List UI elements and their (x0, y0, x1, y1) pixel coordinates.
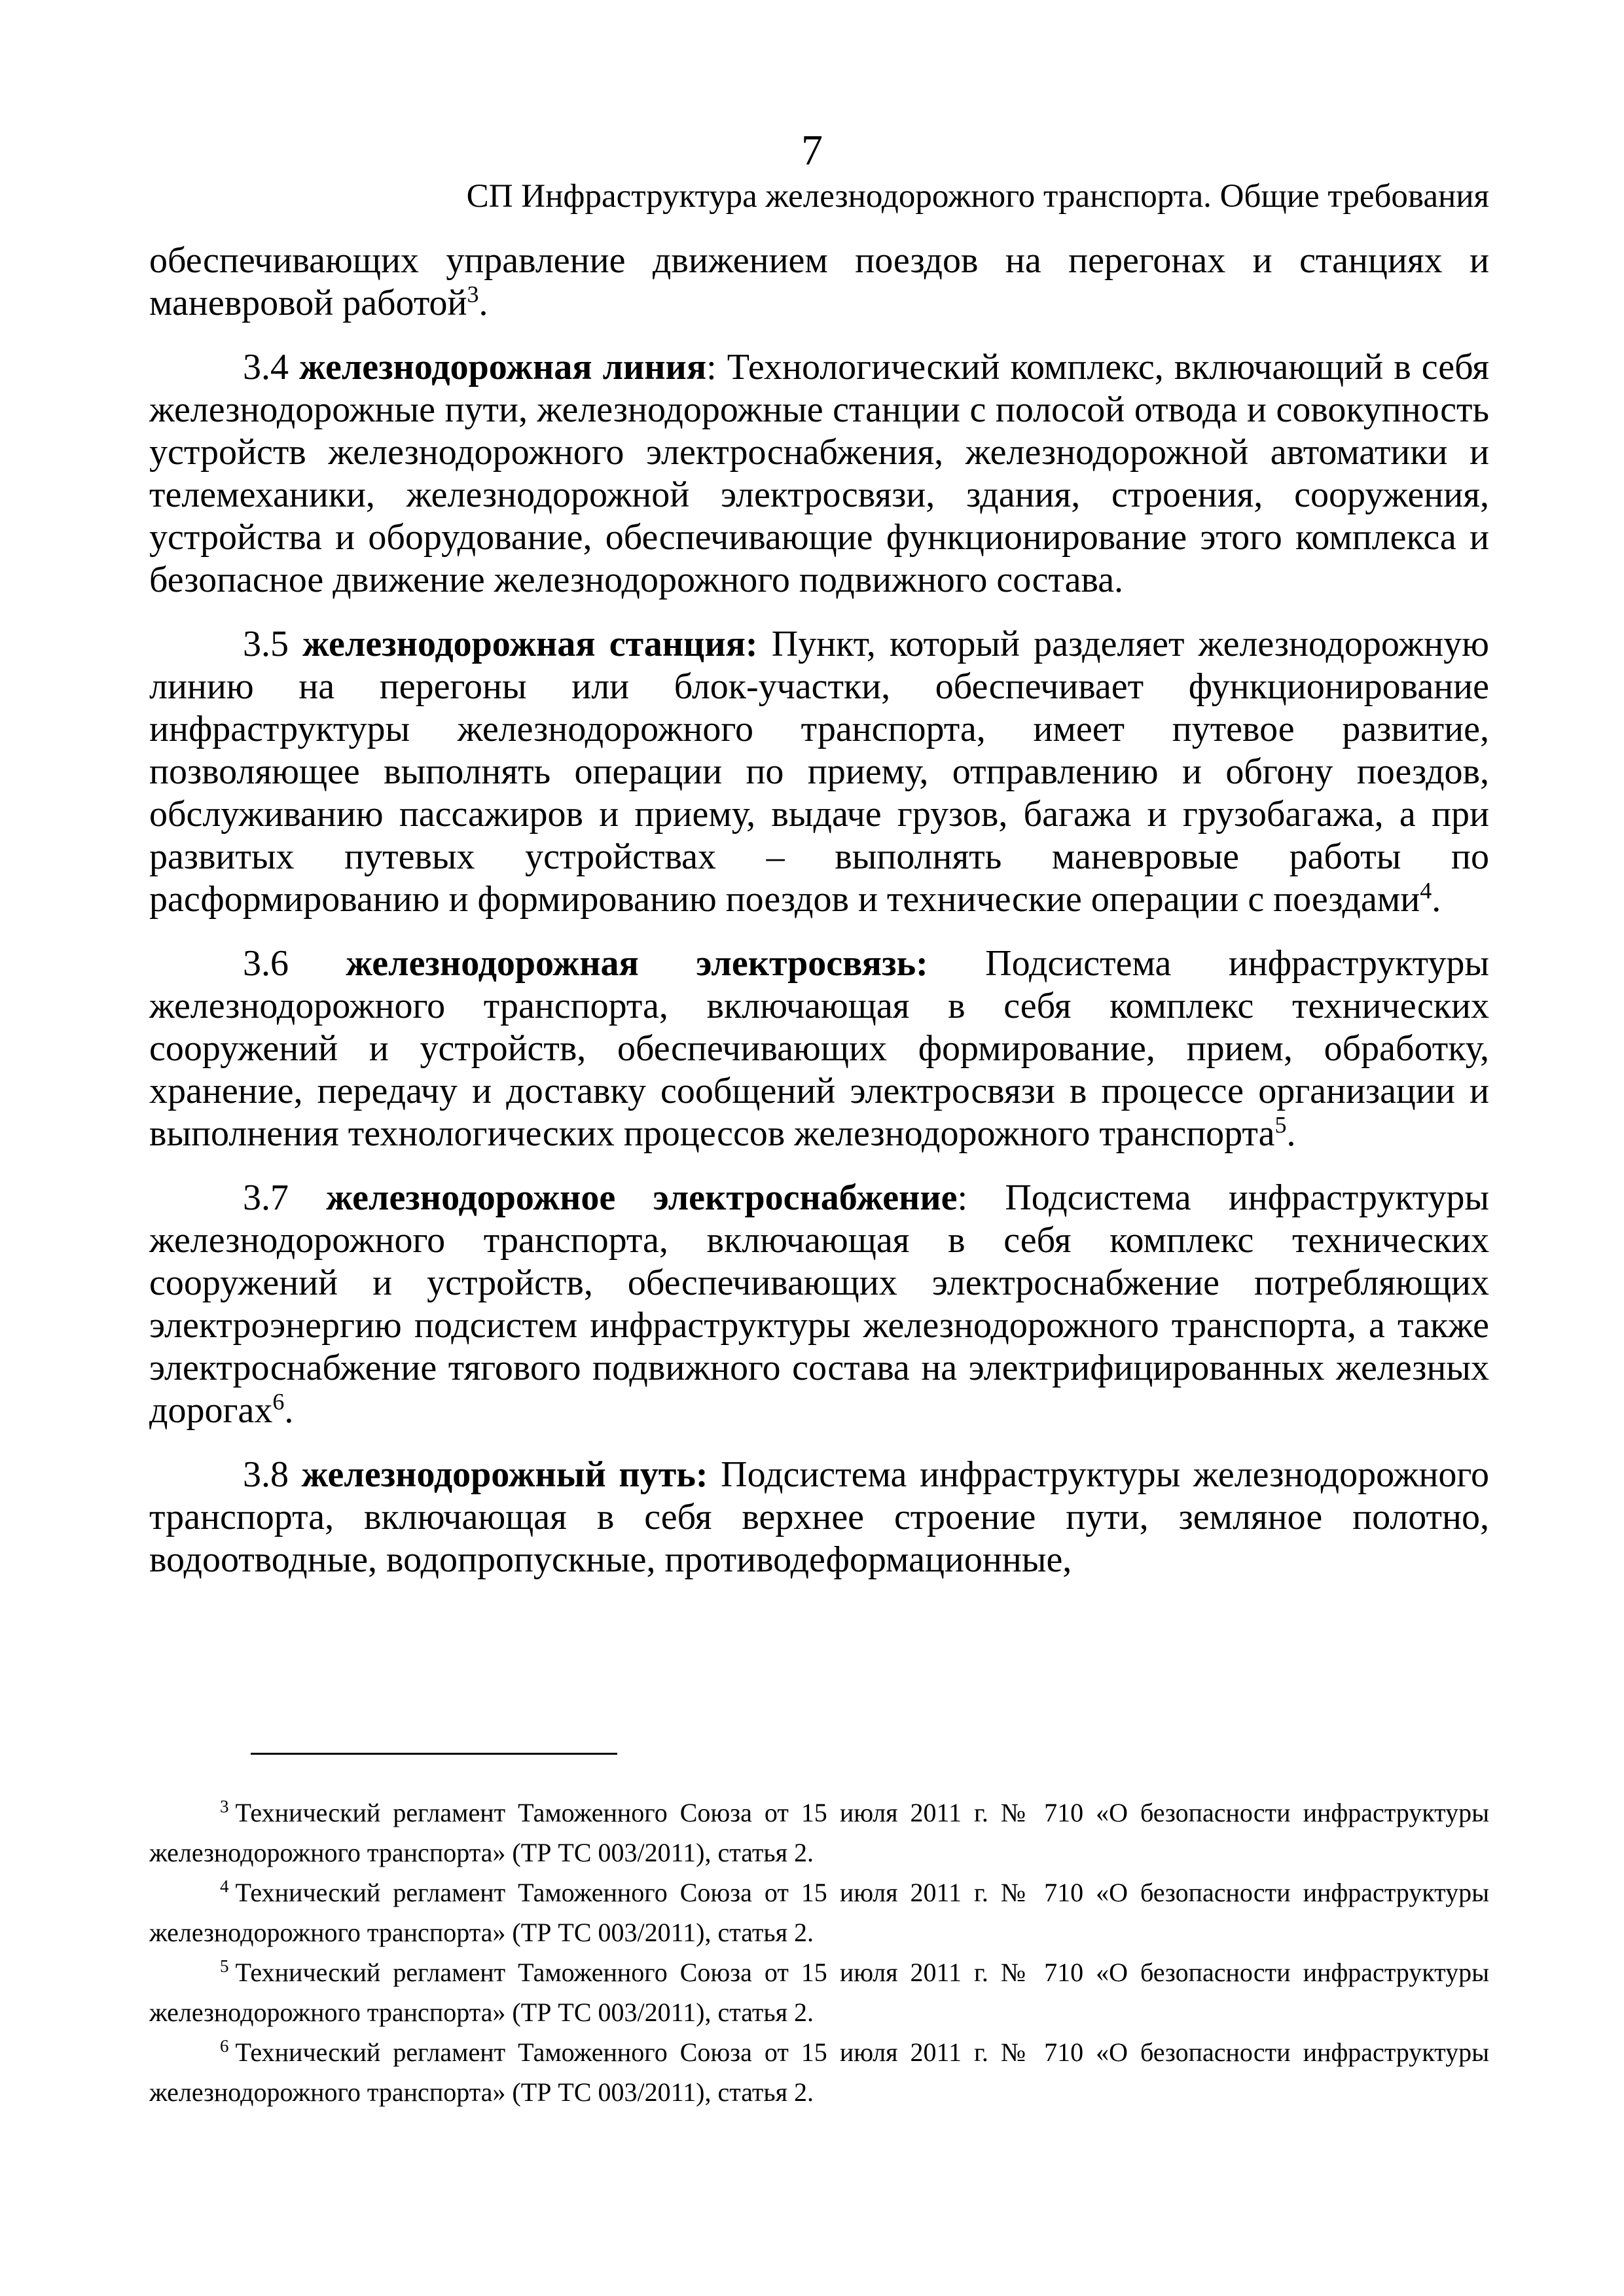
entry-term: железнодорожный путь: (301, 1454, 708, 1495)
footnote-ref: 6 (272, 1388, 285, 1415)
page-number: 7 (801, 126, 823, 174)
footnote-text: Технический регламент Таможенного Союза от 15 июля 2011 г. № 710 «О безопасности инфраструктуры железнодорожного транспорта» (ТР ТС 003/2011), статья 2. (149, 1878, 1489, 1947)
entry-number: 3.4 (243, 347, 289, 387)
footnote-mark: 6 (220, 2036, 229, 2056)
footnote (149, 2032, 1489, 2112)
footnote (149, 1793, 1489, 1873)
continuation-tail: . (478, 283, 488, 323)
entry-number: 3.5 (243, 624, 289, 664)
definition-entry (149, 346, 1489, 601)
footnote-mark: 4 (220, 1876, 229, 1896)
footnote-text: Технический регламент Таможенного Союза от 15 июля 2011 г. № 710 «О безопасности инфраструктуры железнодорожного транспорта» (ТР ТС 003/2011), статья 2. (149, 1798, 1489, 1867)
entry-tail: . (1286, 1113, 1296, 1154)
entry-separator: : (957, 1177, 968, 1218)
footnote-separator (251, 1753, 617, 1755)
entry-text: Подсистема инфраструктуры железнодорожного транспорта, включающая в себя верхнее строение пути, земляное полотно, водоотводные, водопропускные, противодеформационные, (149, 1454, 1489, 1580)
entry-text: Подсистема инфраструктуры железнодорожного транспорта, включающая в себя комплекс технических сооружений и устройств, обеспечивающих электроснабжение потребляющих электроэнергию подсистем инфраструктуры железнодорожного транспорта, а также электроснабжение тягового подвижного состава на электрифицированных железных дорогах (149, 1177, 1490, 1431)
definition-entry (149, 1177, 1489, 1432)
footnote-ref: 5 (1274, 1111, 1287, 1138)
entry-term: железнодорожная линия (299, 347, 707, 387)
document-body (149, 240, 1489, 1581)
footnote (149, 1873, 1489, 1952)
continuation-paragraph (149, 240, 1489, 325)
footnotes (149, 1793, 1489, 2112)
entry-text: Технологический комплекс, включающий в себя железнодорожные пути, железнодорожные станции с полосой отвода и совокупность устройств железнодорожного электроснабжения, железнодорожной автоматики и телемеханики, железнодорожной электросвязи, здания, строения, сооружения, устройства и оборудование, обеспечивающие функционирование этого комплекса и безопасное движение железнодорожного подвижного состава. (149, 347, 1490, 600)
running-header: СП Инфраструктура железнодорожного транспорта. Общие требования (466, 178, 1489, 215)
footnote-ref: 4 (1420, 877, 1432, 904)
footnote-mark: 3 (220, 1796, 229, 1816)
definition-entry (149, 1454, 1489, 1581)
entry-term: железнодорожная станция: (302, 624, 758, 664)
entry-number: 3.7 (243, 1177, 289, 1218)
footnote-ref: 3 (467, 281, 479, 308)
definition-entry (149, 623, 1489, 921)
entry-term: железнодорожная электросвязь: (346, 943, 928, 984)
entry-text: Подсистема инфраструктуры железнодорожного транспорта, включающая в себя комплекс технических сооружений и устройств, обеспечивающих формирование, прием, обработку, хранение, передачу и доставку сообщений электросвязи в процессе организации и выполнения технологических процессов железнодорожного транспорта (149, 943, 1489, 1154)
entry-text: Пункт, который разделяет железнодорожную линию на перегоны или блок-участки, обеспечивает функционирование инфраструктуры железнодорожного транспорта, имеет путевое развитие, позволяющее выполнять операции по приему, отправлению и обгону поездов, обслуживанию пассажиров и приему, выдаче грузов, багажа и грузобагажа, а при развитых путевых устройствах – выполнять маневровые работы по расформированию и формированию поездов и технические операции с поездами (149, 624, 1490, 920)
continuation-text: обеспечивающих управление движением поездов на перегонах и станциях и маневровой работой (149, 240, 1489, 323)
footnote-text: Технический регламент Таможенного Союза от 15 июля 2011 г. № 710 «О безопасности инфраструктуры железнодорожного транспорта» (ТР ТС 003/2011), статья 2. (149, 2037, 1489, 2107)
entry-term: железнодорожное электроснабжение (326, 1177, 958, 1218)
footnote-mark: 5 (220, 1956, 229, 1976)
entry-separator: : (706, 347, 717, 387)
entry-tail: . (1432, 879, 1441, 920)
entry-number: 3.8 (243, 1454, 289, 1495)
footnote-text: Технический регламент Таможенного Союза от 15 июля 2011 г. № 710 «О безопасности инфраструктуры железнодорожного транспорта» (ТР ТС 003/2011), статья 2. (149, 1958, 1489, 2027)
footnote (149, 1952, 1489, 2032)
entry-tail: . (284, 1390, 294, 1431)
definition-entry (149, 942, 1489, 1155)
entry-number: 3.6 (243, 943, 289, 984)
